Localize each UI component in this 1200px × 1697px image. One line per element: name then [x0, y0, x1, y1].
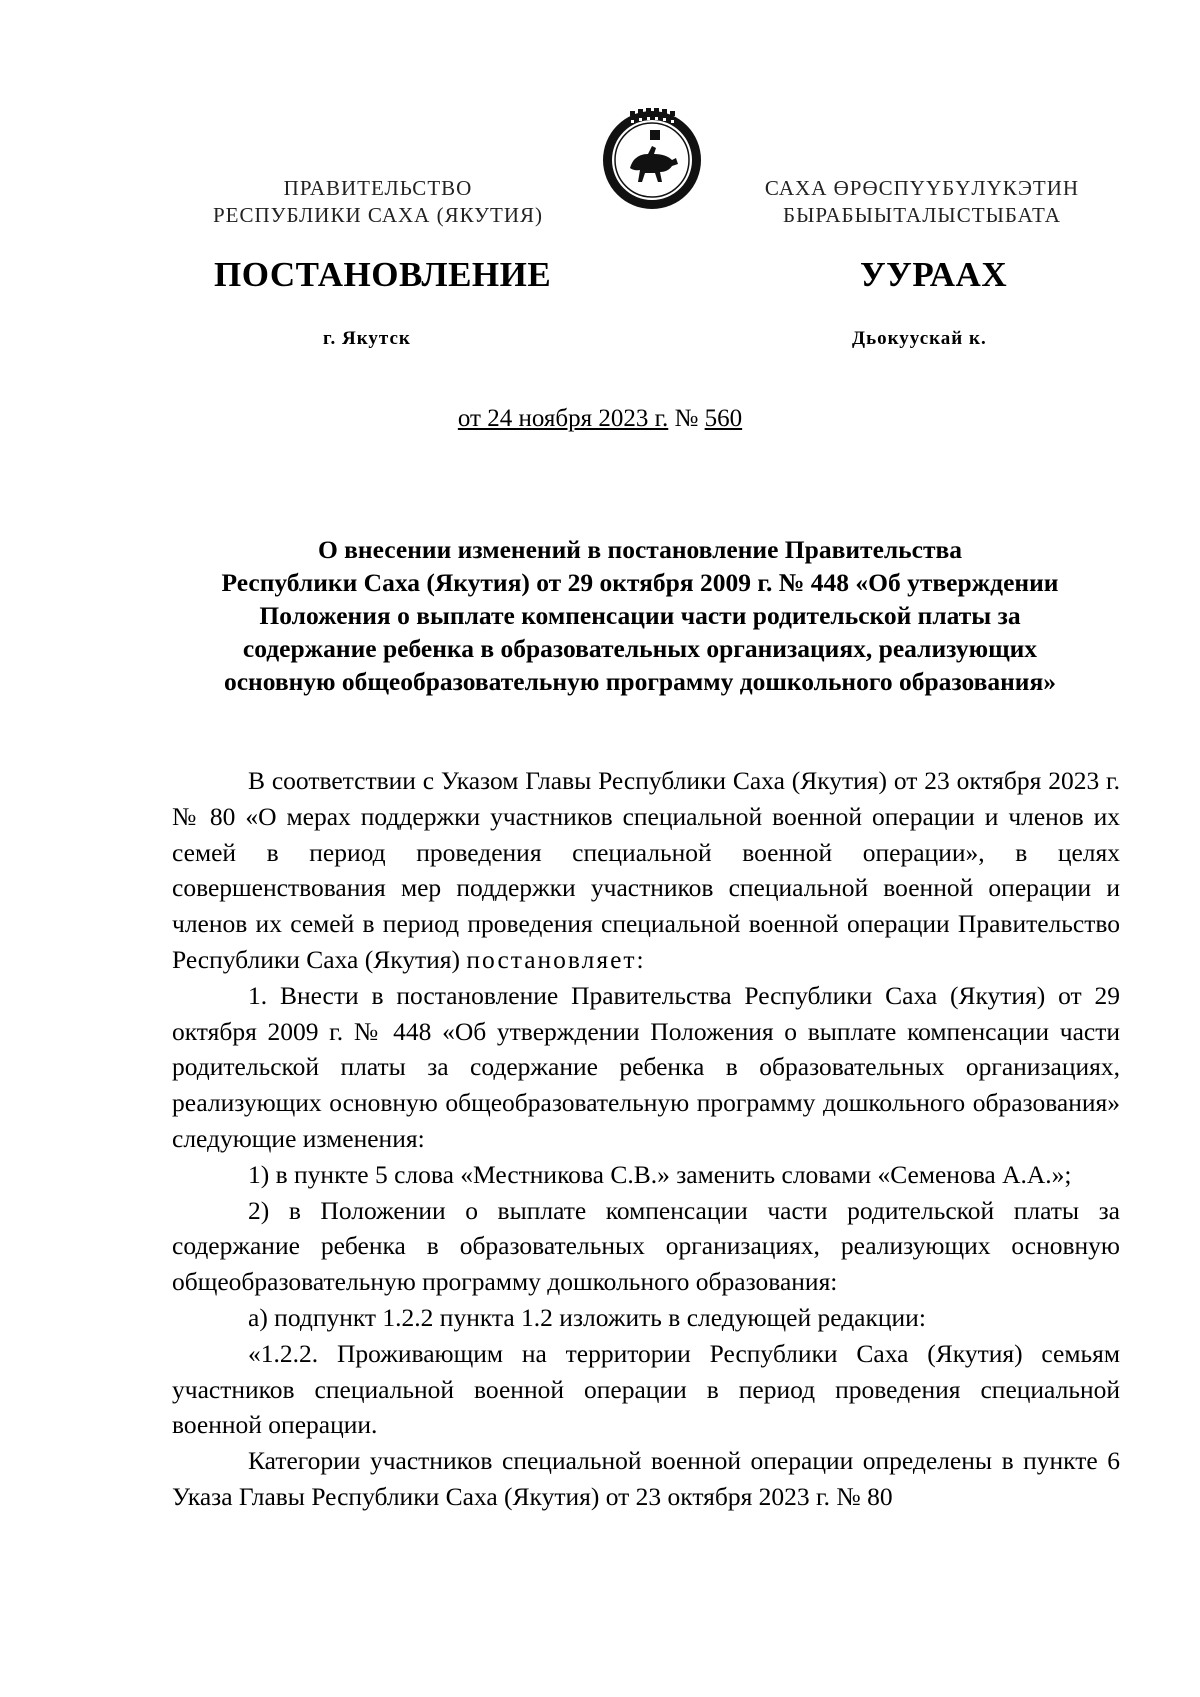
- header-right-line2: БЫРАБЫЫТАЛЫСТЫБАТА: [783, 203, 1061, 227]
- document-kind-sah: УУРААХ: [860, 255, 1008, 294]
- document-title: [160, 533, 1120, 698]
- paragraph-preamble: [172, 763, 1120, 978]
- header-left: [168, 175, 588, 229]
- coat-of-arms-seal-icon: [600, 108, 704, 212]
- city-ru: г. Якутск: [323, 328, 411, 349]
- number-sign: №: [674, 405, 699, 432]
- preamble-text: В соответствии с Указом Главы Республики Саха (Якутия) от 23 октября 2023 г. № 80 «О мерах поддержки участников специальной военной операции и членов их семей в период проведения специальной военной операции», в целях совершенствования мер поддержки участников специальной военной операции и членов их семей в период проведения специальной военной операции Правительство Республики Саха (Якутия): [172, 766, 1120, 974]
- document-body: [172, 763, 1120, 1515]
- header-right: [712, 175, 1132, 229]
- document-date-number: [0, 405, 1200, 433]
- header-left-line1: ПРАВИТЕЛЬСТВО: [283, 176, 473, 200]
- title-line: содержание ребенка в образовательных организациях, реализующих: [242, 634, 1038, 663]
- paragraph-subitem-1: 1) в пункте 5 слова «Местникова С.В.» заменить словами «Семенова А.А.»;: [248, 1159, 1072, 1189]
- city-sah: Дьокуускай к.: [852, 328, 987, 349]
- title-line: Положения о выплате компенсации части родительской платы за: [259, 601, 1021, 630]
- header-left-line2: РЕСПУБЛИКИ САХА (ЯКУТИЯ): [212, 203, 544, 227]
- paragraph-categories: Категории участников специальной военной операции определены в пункте 6 Указа Главы Республики Саха (Якутия) от 23 октября 2023 г. № 80: [172, 1446, 1120, 1511]
- paragraph-subitem-a: а) подпункт 1.2.2 пункта 1.2 изложить в следующей редакции:: [248, 1302, 926, 1332]
- title-line: основную общеобразовательную программу дошкольного образования»: [223, 667, 1057, 696]
- header-right-line1: САХА ӨРӨСПҮҮБҮЛҮКЭТИН: [764, 176, 1080, 200]
- document-number: 560: [704, 405, 743, 432]
- paragraph-quote-1-2-2: «1.2.2. Проживающим на территории Республики Саха (Якутия) семьям участников специальной военной операции в период проведения специальной военной операции.: [172, 1338, 1120, 1440]
- document-date: от 24 ноября 2023 г.: [457, 405, 669, 432]
- title-line: Республики Саха (Якутия) от 29 октября 2009 г. № 448 «Об утверждении: [221, 568, 1059, 597]
- document-kind-ru: ПОСТАНОВЛЕНИЕ: [214, 255, 552, 294]
- decree-word: постановляет:: [466, 944, 646, 974]
- title-line: О внесении изменений в постановление Правительства: [317, 535, 963, 564]
- paragraph-item-1: 1. Внести в постановление Правительства Республики Саха (Якутия) от 29 октября 2009 г. № 448 «Об утверждении Положения о выплате компенсации части родительской платы за содержание ребенка в образовательных организациях, реализующих основную общеобразовательную программу дошкольного образования» следующие изменения:: [172, 980, 1120, 1153]
- paragraph-subitem-2: 2) в Положении о выплате компенсации части родительской платы за содержание ребенка в образовательных организациях, реализующих основную общеобразовательную программу дошкольного образования:: [172, 1195, 1120, 1297]
